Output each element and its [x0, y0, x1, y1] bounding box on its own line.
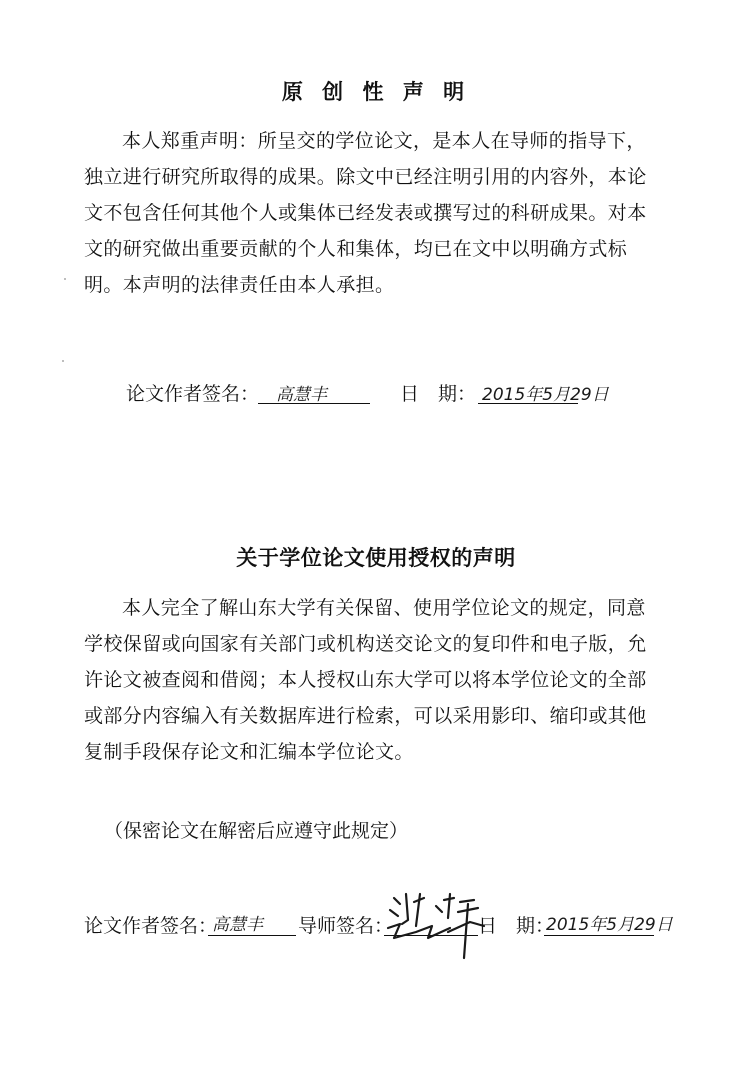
scan-speck: [62, 360, 64, 362]
confidential-note: （保密论文在解密后应遵守此规定）: [104, 820, 409, 842]
authorization-body: 本人完全了解山东大学有关保留、使用学位论文的规定，同意学校保留或向国家有关部门或机构送交论文的复印件和电子版，允许论文被查阅和借阅；本人授权山东大学可以将本学位论文的全部或部分内容编入有关数据库进行检索，可以采用影印、缩印或其他复制手段保存论文和汇编本学位论文。: [84, 597, 647, 763]
authorization-date-value: 2015年5月29日: [546, 915, 673, 935]
authorization-author-signature: 高慧丰: [212, 915, 263, 935]
date-line: [544, 935, 654, 936]
authorization-author-label: 论文作者签名：: [84, 915, 218, 937]
declaration-body: 本人郑重声明：所呈交的学位论文，是本人在导师的指导下，独立进行研究所取得的成果。除文中已经注明引用的内容外，本论文不包含任何其他个人或集体已经发表或撰写过的科研成果。对本文的研究做出重要贡献的个人和集体，均已在文中以明确方式标明。本声明的法律责任由本人承担。: [84, 130, 647, 296]
authorization-title: 关于学位论文使用授权的声明: [236, 545, 516, 570]
declaration-date-value: 2015年5月29日: [482, 385, 609, 405]
declaration-author-signature: 高慧丰: [276, 385, 327, 405]
advisor-label: 导师签名：: [298, 915, 394, 937]
declaration-author-label: 论文作者签名：: [126, 383, 260, 405]
advisor-signature: [380, 884, 492, 966]
declaration-title: 原 创 性 声 明: [281, 79, 471, 104]
author-signature-line: [208, 935, 296, 936]
scan-speck: [64, 278, 66, 280]
declaration-date-label: 日 期：: [400, 383, 477, 405]
authorization-date-label: 日 期：: [478, 915, 555, 937]
